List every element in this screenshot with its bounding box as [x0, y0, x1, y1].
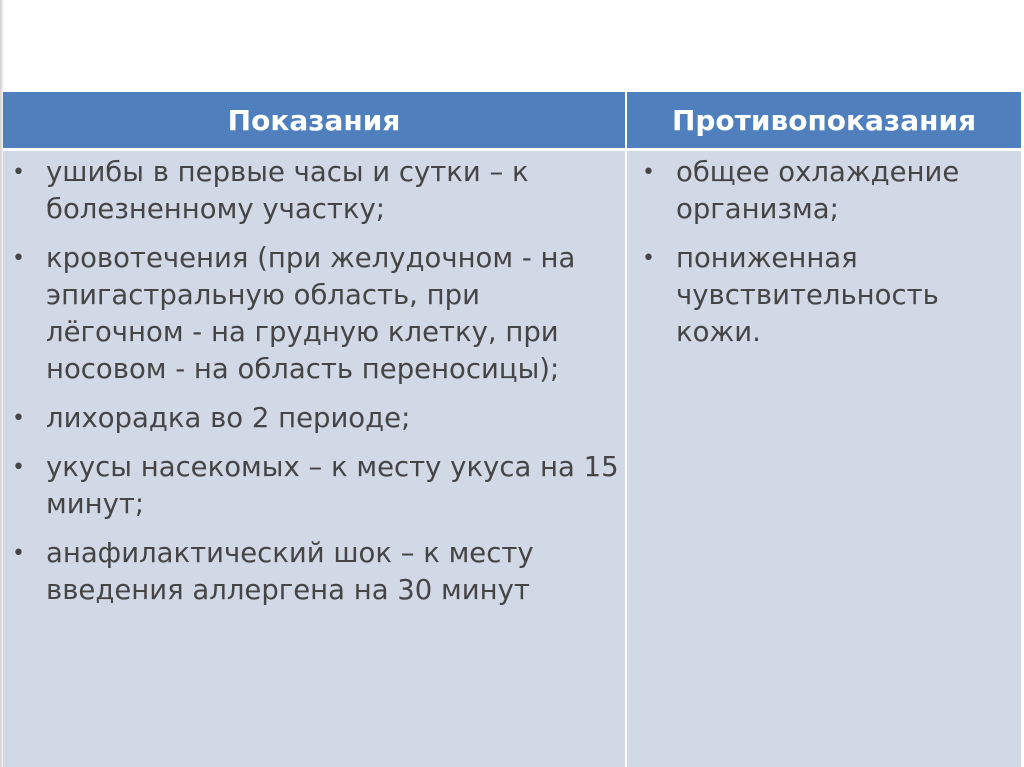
contraindication-text: пониженная чувствительность кожи. [676, 242, 939, 348]
list-item [3, 154, 621, 228]
indication-text: укусы насекомых – к месту укуса на 15 минут; [46, 451, 619, 520]
list-item [3, 535, 621, 609]
list-item [629, 154, 1017, 228]
header-contraindications: Противопоказания [671, 103, 977, 137]
contraindication-text: общее охлаждение организма; [676, 156, 960, 225]
indications-cell [3, 154, 621, 621]
bullet-icon: • [12, 160, 25, 185]
indication-text: лихорадка во 2 периоде; [46, 402, 411, 434]
list-item [3, 400, 621, 437]
bullet-icon: • [12, 406, 25, 431]
bullet-icon: • [642, 160, 655, 185]
indications-table [3, 92, 1021, 767]
list-item [3, 240, 621, 388]
indication-text: ушибы в первые часы и сутки – к болезненному участку; [46, 156, 529, 225]
contraindications-cell [629, 154, 1017, 363]
table-header-row [3, 92, 1021, 148]
header-divider [3, 148, 1021, 151]
bullet-icon: • [642, 246, 655, 271]
list-item [3, 449, 621, 523]
indication-text: анафилактический шок – к месту введения аллергена на 30 минут [46, 537, 534, 606]
indication-text: кровотечения (при желудочном - на эпигастральную область, при лёгочном - на грудную клетку, при носовом - на область переносицы); [46, 242, 576, 385]
bullet-icon: • [12, 541, 25, 566]
list-item [629, 240, 1017, 351]
header-indications: Показания [227, 103, 401, 137]
column-divider [625, 92, 627, 767]
bullet-icon: • [12, 455, 25, 480]
bullet-icon: • [12, 246, 25, 271]
